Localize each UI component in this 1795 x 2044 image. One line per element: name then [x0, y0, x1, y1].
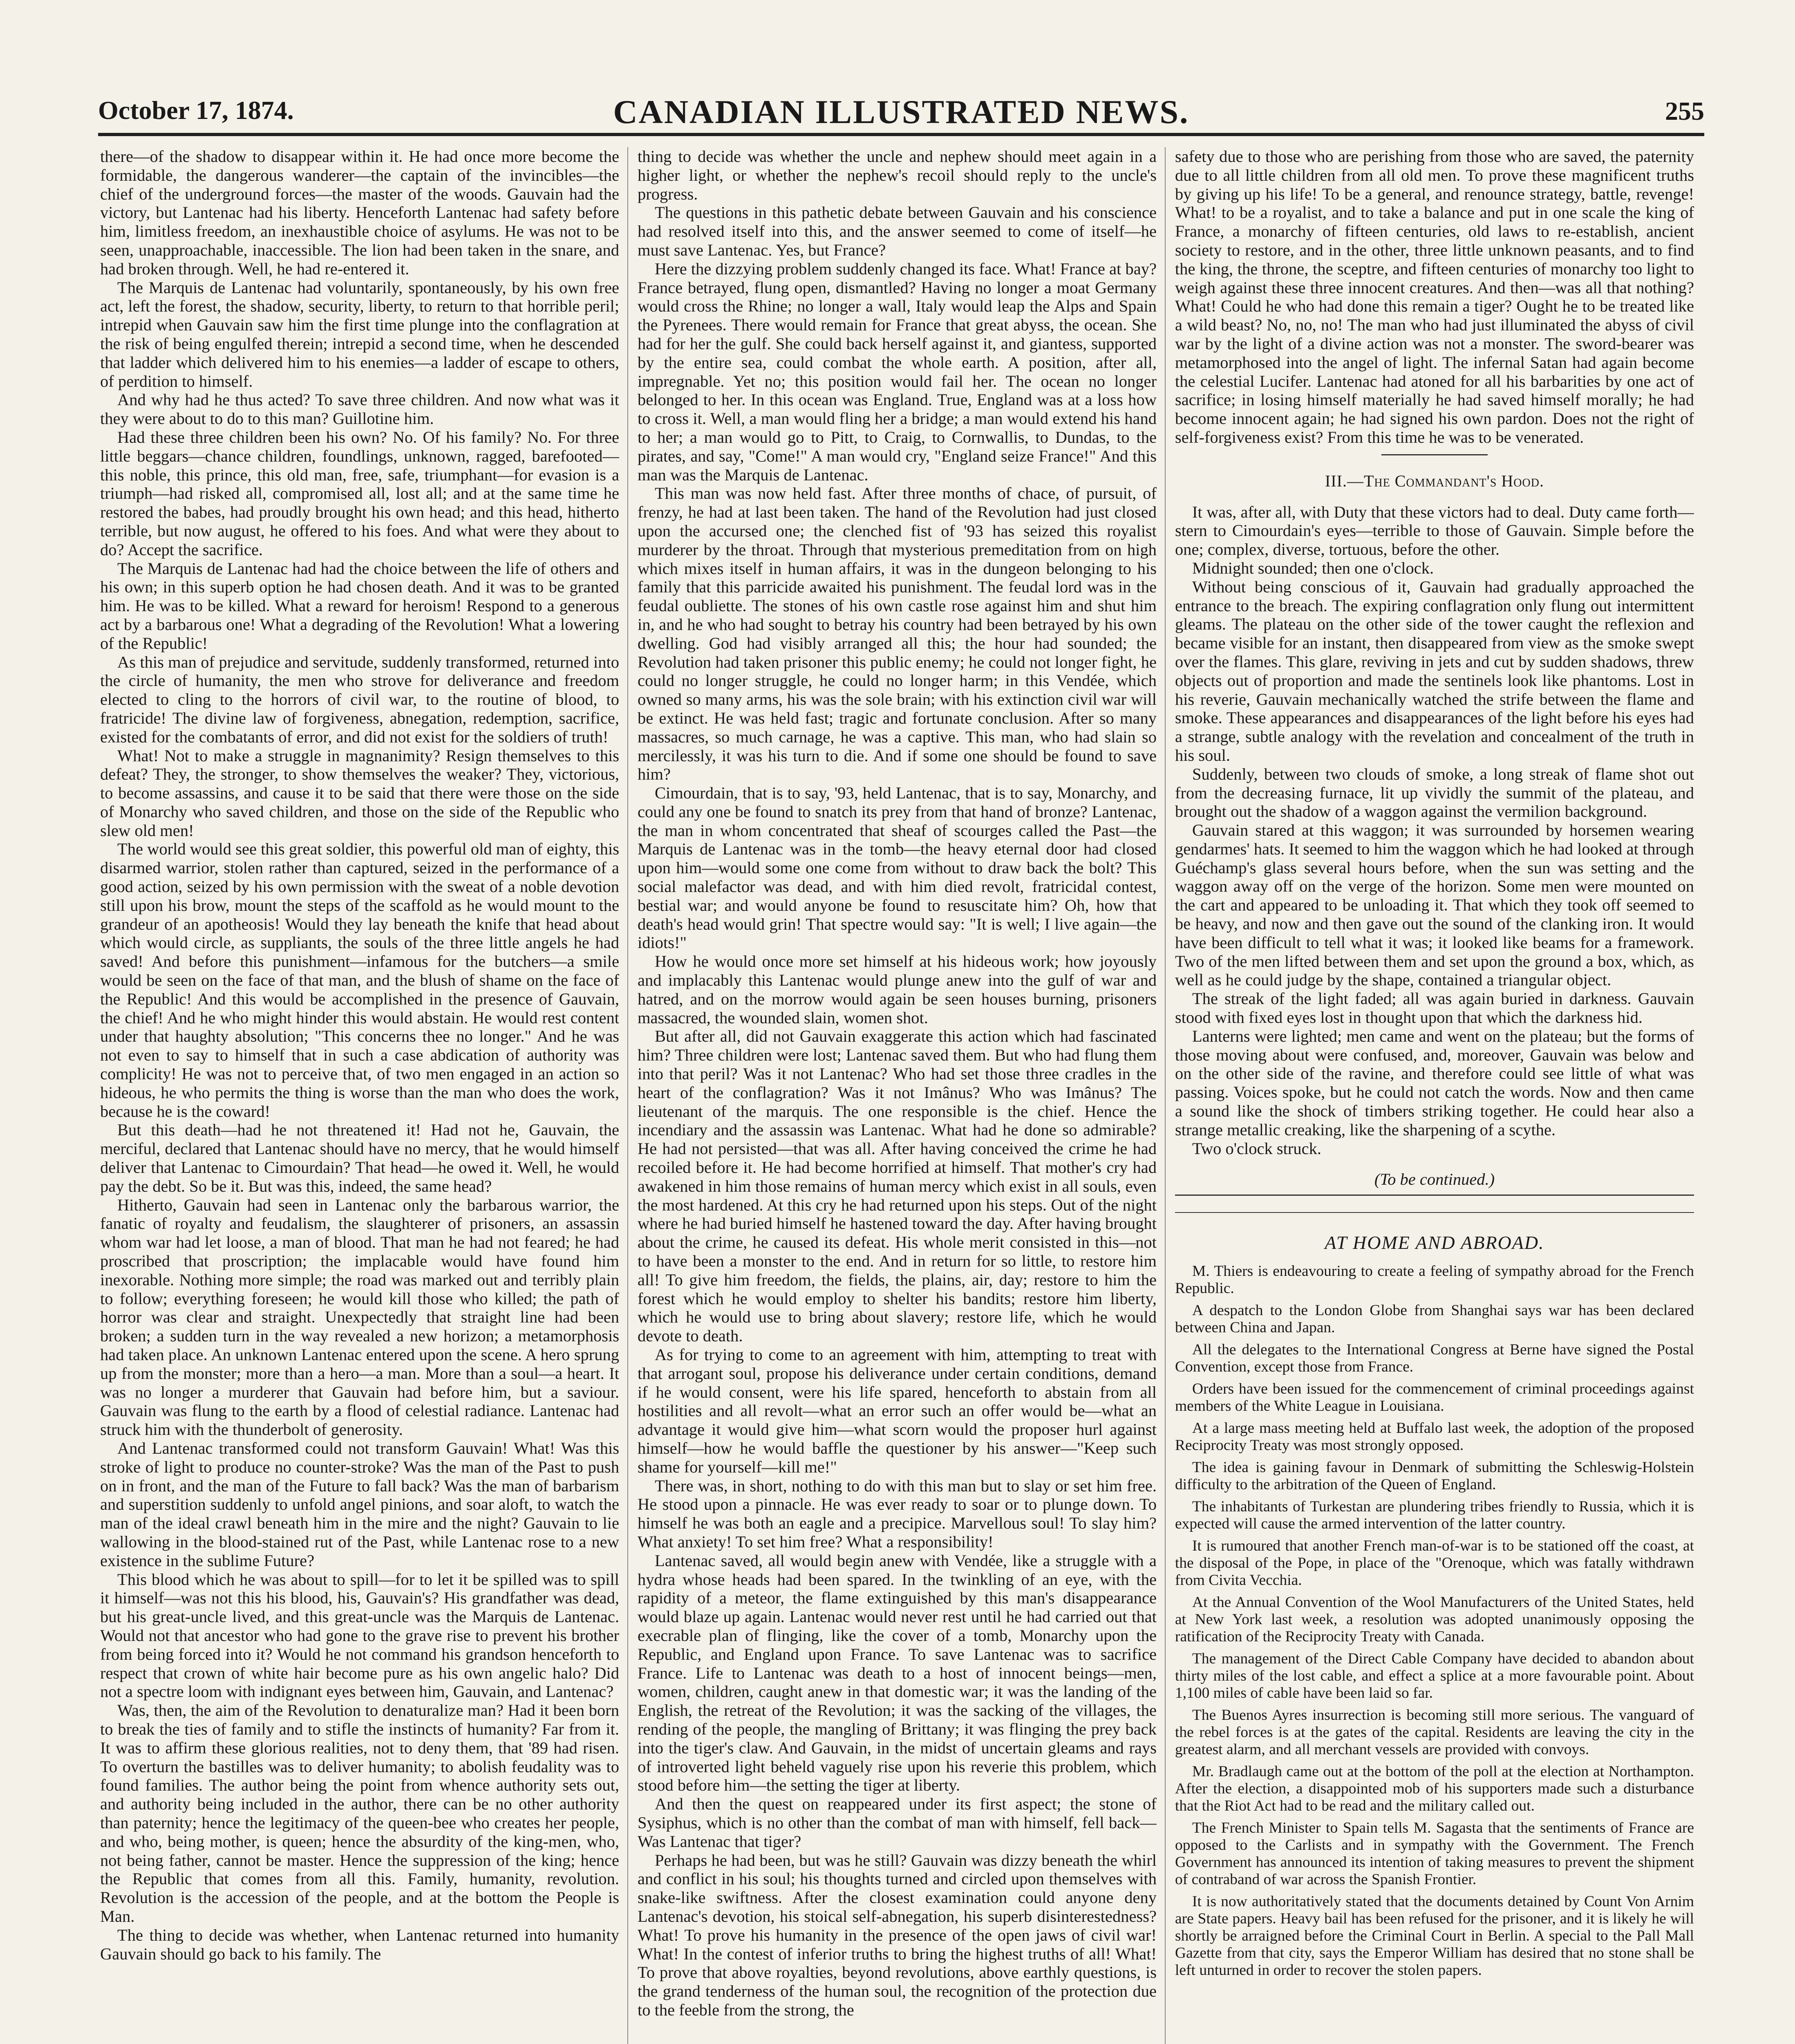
- paragraph: Gauvain stared at this waggon; it was surrounded by horsemen wearing gendarmes' hats. It seemed to him the waggon which he had looked at through Guéchamp's glass several hours before, when the sun was setting and the waggon away off on the verge of the horizon. Some men were mounted on the cart and appeared to be unloading it. That which they took off seemed to be heavy, and now and then gave out the sound of the clanking iron. It would have been difficult to tell what it was; it looked like beams for a framework. Two of the men lifted between them and set upon the ground a box, which, as well as he could judge by the shape, contained a triangular object.: [1175, 821, 1694, 989]
- issue-date: October 17, 1874.: [98, 96, 294, 125]
- news-item: A despatch to the London Globe from Shanghai says war has been declared between China and Japan.: [1175, 1302, 1694, 1336]
- news-item: M. Thiers is endeavouring to create a feeling of sympathy abroad for the French Republic.: [1175, 1263, 1694, 1297]
- news-item: The management of the Direct Cable Company have decided to abandon about thirty miles of the lost cable, and effect a splice at a more favourable point. About 1,100 miles of cable have been laid so far.: [1175, 1650, 1694, 1702]
- paragraph: But this death—had he not threatened it! Had not he, Gauvain, the merciful, declared that Lantenac should have no mercy, that he would himself deliver that Lantenac to Cimourdain? That head—he owed it. Well, he would pay the debt. So be it. But was this, indeed, the same head?: [100, 1121, 619, 1195]
- paragraph: Lantenac saved, all would begin anew with Vendée, like a struggle with a hydra whose heads had been spared. In the twinkling of an eye, with the rapidity of a meteor, the flame extinguished by this man's disappearance would blaze up again. Lantenac would never rest until he had carried out that execrable plan of flinging, like the cover of a tomb, Monarchy upon the Republic, and England upon France. To save Lantenac was to sacrifice France. Life to Lantenac was death to a host of innocent beings—men, women, children, caught anew in that domestic war; it was the landing of the English, the retreat of the Revolution; it was the sacking of the villages, the rending of the people, the mangling of Brittany; it was flinging the prey back into the tiger's claw. And Gauvain, in the midst of uncertain gleams and rays of introverted light beheld vaguely rise upon his reverie this problem, which stood before him—the setting the tiger at liberty.: [638, 1551, 1157, 1795]
- news-section-title: AT HOME AND ABROAD.: [1325, 1232, 1544, 1253]
- news-item: Orders have been issued for the commencement of criminal proceedings against members of the White League in Louisiana.: [1175, 1381, 1694, 1415]
- paragraph: Was, then, the aim of the Revolution to denaturalize man? Had it been born to break the ties of family and to stifle the instincts of humanity? Far from it. It was to affirm these glorious realities, not to deny them, that '89 had risen. To overturn the bastilles was to deliver humanity; to abolish feudality was to found families. The author being the point from whence authority sets out, and authority being included in the author, there can be no other authority than paternity; hence the legitimacy of the queen-bee who creates her people, and who, being mother, is queen; hence the absurdity of the king-men, who, not being father, cannot be master. Hence the suppression of the king; hence the Republic that comes from all this. Family, humanity, revolution. Revolution is the accession of the people, and at the bottom the People is Man.: [100, 1701, 619, 1925]
- chapter-title: The Commandant's Hood.: [1363, 471, 1544, 490]
- paragraph: The thing to decide was whether, when Lantenac returned into humanity Gauvain should go back to his family. The: [100, 1925, 619, 1963]
- news-item: The idea is gaining favour in Denmark of submitting the Schleswig-Holstein difficulty to the arbitration of the Queen of England.: [1175, 1459, 1694, 1493]
- paragraph: The Marquis de Lantenac had had the choice between the life of others and his own; in this superb option he had chosen death. And it was to be granted him. He was to be killed. What a reward for heroism! Respond to a generous act by a barbarous one! What a degrading of the Revolution! What a lowering of the Republic!: [100, 559, 619, 652]
- news-item: It is now authoritatively stated that the documents detained by Count Von Arnim are State papers. Heavy bail has been refused for the prisoner, and it is likely he will shortly be arraigned before the Criminal Court in Berlin. A special to the Pall Mall Gazette from that city, says the Emperor William has desired that no stone shall be left unturned in order to recover the stolen papers.: [1175, 1893, 1694, 1979]
- news-item: The Buenos Ayres insurrection is becoming still more serious. The vanguard of the rebel forces is at the gates of the capital. Residents are leaving the city in the greatest alarm, and all merchant vessels are provided with convoys.: [1175, 1707, 1694, 1758]
- paragraph: Lanterns were lighted; men came and went on the plateau; but the forms of those moving about were confused, and, moreover, Gauvain was below and on the other side of the ravine, and therefore could see little of what was passing. Voices spoke, but he could not catch the words. Now and then came a sound like the shock of timbers striking together. He could hear also a strange metallic creaking, like the sharpening of a scythe.: [1175, 1026, 1694, 1139]
- news-item: The French Minister to Spain tells M. Sagasta that the sentiments of France are opposed to the Carlists and in sympathy with the Government. The French Government has announced its intention of taking measures to prevent the shipment of contraband of war across the Spanish Frontier.: [1175, 1820, 1694, 1888]
- paragraph: The Marquis de Lantenac had voluntarily, spontaneously, by his own free act, left the forest, the shadow, security, liberty, to return to that horrible peril; intrepid when Gauvain saw him the first time plunge into the conflagration at the risk of being engulfed therein; intrepid a second time, when he descended that ladder which delivered him to his enemies—a ladder of escape to others, of perdition to himself.: [100, 278, 619, 390]
- paragraph: safety due to those who are perishing from those who are saved, the paternity due to all little children from all old men. To prove these magnificent truths by giving up his life! To be a general, and renounce strategy, battle, revenge! What! to be a royalist, and to take a balance and put in one scale the king of France, a monarchy of fifteen centuries, old laws to re-establish, ancient society to restore, and in the other, three little unknown peasants, and to find the king, the throne, the sceptre, and fifteen centuries of monarchy too light to weigh against these three innocent creatures. And then—was all that nothing? What! Could he who had done this remain a tiger? Ought he to be treated like a wild beast? No, no, no! The man who had just illuminated the abyss of civil war by the light of a divine action was not a monster. The sword-bearer was metamorphosed into the angel of light. The infernal Satan had again become the celestial Lucifer. Lantenac had atoned for all his barbarities by one act of sacrifice; in losing himself materially he had saved himself morally; he had become innocent again; he had signed his own pardon. Does not the right of self-forgiveness exist? From this time he was to be venerated.: [1175, 147, 1694, 446]
- paragraph: But after all, did not Gauvain exaggerate this action which had fascinated him? Three children were lost; Lantenac saved them. But who had flung them into that peril? Was it not Lantenac? Who had set those three cradles in the heart of the conflagration? Was it not Imânus? Who was Imânus? The lieutenant of the marquis. The one responsible is the chief. Hence the incendiary and the assassin was Lantenac. What had he done so admirable? He had not persisted—that was all. After having conceived the crime he had recoiled before it. He had become horrified at himself. That mother's cry had awakened in him those remains of human mercy which exist in all souls, even the most hardened. At this cry he had returned upon his steps. Out of the night where he had buried himself he hastened toward the day. After having brought about the crime, he caused its defeat. His whole merit consisted in this—not to have been a monster to the end. And in return for so little, to restore him all! To give him freedom, the fields, the plains, air, day; restore to him the forest which he would employ to shelter his bandits; restore him liberty, which he would use to bring about slavery; restore life, which he would devote to death.: [638, 1027, 1157, 1345]
- column-2: [638, 147, 1157, 2044]
- news-item: Mr. Bradlaugh came out at the bottom of the poll at the election at Northampton. After the election, a disappointed mob of his supporters made such a disturbance that the Riot Act had to be read and the military called out.: [1175, 1763, 1694, 1815]
- news-item: It is rumoured that another French man-of-war is to be stationed off the coast, at the disposal of the Pope, in place of the "Orenoque, which was fatally withdrawn from Civita Vecchia.: [1175, 1537, 1694, 1589]
- paragraph: Without being conscious of it, Gauvain had gradually approached the entrance to the breach. The expiring conflagration only flung out intermittent gleams. The plateau on the other side of the tower caught the reflexion and became visible for an instant, then disappeared from view as the smoke swept over the flames. This glare, reviving in jets and cut by sudden shadows, threw objects out of proportion and made the sentinels look like phantoms. Lost in his reverie, Gauvain mechanically watched the strife between the flame and smoke. These appearances and disappearances of the light before his eyes had a strange, subtle analogy with the revelation and concealment of the truth in his soul.: [1175, 577, 1694, 764]
- paragraph: How he would once more set himself at his hideous work; how joyously and implacably this Lantenac would plunge anew into the gulf of war and hatred, and on the morrow would again be seen houses burning, prisoners massacred, the wounded slain, women shot.: [638, 952, 1157, 1027]
- paragraph: There was, in short, nothing to do with this man but to slay or set him free. He stood upon a pinnacle. He was ever ready to soar or to plunge down. To himself he was both an eagle and a precipice. Marvellous soul! To slay him? What anxiety! To set him free? What a responsibility!: [638, 1476, 1157, 1551]
- chapter-numeral: III.—: [1325, 471, 1364, 490]
- page-number: 255: [1665, 96, 1704, 126]
- paragraph: And Lantenac transformed could not transform Gauvain! What! Was this stroke of light to produce no counter-stroke? Was the man of the Past to push on in front, and the man of the Future to fall back? Was the man of barbarism and superstition suddenly to unfold angel pinions, and soar aloft, to watch the man of the ideal crawl beneath him in the mire and the night? Gauvain to lie wallowing in the blood-stained rut of the Past, while Lantenac rose to a new existence in the sublime Future?: [100, 1439, 619, 1570]
- news-item: All the delegates to the International Congress at Berne have signed the Postal Convention, except those from France.: [1175, 1341, 1694, 1376]
- paragraph: It was, after all, with Duty that these victors had to deal. Duty came forth—stern to Cimourdain's eyes—terrible to those of Gauvain. Simple before the one; complex, diverse, tortuous, before the other.: [1175, 502, 1694, 559]
- paragraph: Midnight sounded; then one o'clock.: [1192, 558, 1434, 577]
- divider-rule: [1175, 1195, 1694, 1196]
- paragraph: Here the dizzying problem suddenly changed its face. What! France at bay? France betrayed, flung open, dismantled? Having no longer a moat Germany would cross the Rhine; no longer a wall, Italy would leap the Alps and Spain the Pyrenees. There would remain for France that great abyss, the ocean. She had for her the gulf. She could back herself against it, and giantess, supported by the entire sea, could combat the whole earth. A position, after all, impregnable. Yet no; this position would fail her. The ocean no longer belonged to her. In this ocean was England. True, England was at a loss how to cross it. Well, a man would fling her a bridge; a man would extend his hand to her; a man would go to Pitt, to Craig, to Cornwallis, to Dundas, to the pirates, and say, "Come!" A man would cry, "England seize France!" And this man was the Marquis de Lantenac.: [638, 259, 1157, 484]
- to-be-continued: (To be continued.): [1374, 1170, 1495, 1189]
- paragraph: This blood which he was about to spill—for to let it be spilled was to spill it himself—was not this his blood, his, Gauvain's? His grandfather was dead, but his great-uncle lived, and this great-uncle was the Marquis de Lantenac. Would not that ancestor who had gone to the grave rise to prevent his brother from being forced into it? Would he not command his grandson henceforth to respect that crown of white hair become pure as his own angelic halo? Did not a spectre loom with indignant eyes between him, Gauvain, and Lantenac?: [100, 1570, 619, 1701]
- masthead: [98, 84, 1704, 136]
- paragraph: The world would see this great soldier, this powerful old man of eighty, this disarmed warrior, stolen rather than captured, seized in the performance of a good action, seized by his own permission with the sweat of a noble devotion still upon his brow, mount the steps of the scaffold as he would mount to the grandeur of an apotheosis! Would they lay beneath the knife that head about which would circle, as suppliants, the souls of the three little angels he had saved! And before this punishment—infamous for the butchers—a smile would be seen on the face of that man, and the blush of shame on the face of the Republic! And this would be accomplished in the presence of Gauvain, the chief! And he who might hinder this would abstain. He would rest content under that haughty absolution; "This concerns thee no longer." And he was not even to say to himself that in such a case abdication of authority was complicity! He was not to perceive that, of two men engaged in an action so hideous, he who permits the thing is worse than the man who does the work, because he is the coward!: [100, 840, 619, 1121]
- paragraph: Two o'clock struck.: [1192, 1139, 1322, 1158]
- paragraph: As for trying to come to an agreement with him, attempting to treat with that arrogant soul, propose his deliverance under certain conditions, demand if he would consent, were his life spared, henceforth to abstain from all hostilities and all revolt—what an error such an offer would be—what an advantage it would give him—what scorn would the proposer hurl against himself—how he would baffle the questioner by his answer—"Keep such shame for yourself—kill me!": [638, 1345, 1157, 1476]
- news-item: At the Annual Convention of the Wool Manufacturers of the United States, held at New York last week, a resolution was adopted unanimously opposing the ratification of the Reciprocity Treaty with Canada.: [1175, 1594, 1694, 1645]
- newspaper-title: CANADIAN ILLUSTRATED NEWS.: [613, 93, 1189, 130]
- paragraph: As this man of prejudice and servitude, suddenly transformed, returned into the circle of humanity, the men who strove for deliverance and freedom elected to cling to the horrors of civil war, to the routine of blood, to fratricide! The divine law of forgiveness, abnegation, redemption, sacrifice, existed for the combatants of error, and did not exist for the soldiers of truth!: [100, 652, 619, 746]
- column-rule: [1165, 147, 1166, 2044]
- paragraph: Perhaps he had been, but was he still? Gauvain was dizzy beneath the whirl and conflict in his soul; his thoughts turned and circled upon themselves with snake-like swiftness. After the closest examination could anyone deny Lantenac's devotion, his stoical self-abnegation, his superb disinterestedness? What! To prove his humanity in the presence of the open jaws of civil war! What! In the contest of inferior truths to bring the highest truths of all! What! To prove that above royalties, beyond revolutions, above earthly questions, is the grand tenderness of the human soul, the recognition of the protection due to the feeble from the strong, the: [638, 1851, 1157, 2019]
- chapter-heading: [1175, 472, 1694, 491]
- news-item: At a large mass meeting held at Buffalo last week, the adoption of the proposed Reciprocity Treaty was most strongly opposed.: [1175, 1420, 1694, 1454]
- paragraph: there—of the shadow to disappear within it. He had once more become the formidable, the dangerous wanderer—the captain of the invincibles—the chief of the underground forces—the master of the woods. Gauvain had the victory, but Lantenac had his liberty. Henceforth Lantenac had safety before him, limitless freedom, an inexhaustible choice of asylums. He was not to be seen, unapproachable, inaccessible. The lion had been taken in the snare, and had broken through. Well, he had re-entered it.: [100, 147, 619, 278]
- paragraph: What! Not to make a struggle in magnanimity? Resign themselves to this defeat? They, the stronger, to show themselves the weaker? They, victorious, to become assassins, and cause it to be said that there were those on the side of Monarchy who saved children, and those on the side of the Republic who slew old men!: [100, 746, 619, 840]
- paragraph: And then the quest on reappeared under its first aspect; the stone of Sysiphus, which is no other than the combat of man with himself, fell back—Was Lantenac that tiger?: [638, 1795, 1157, 1851]
- paragraph: Suddenly, between two clouds of smoke, a long streak of flame shot out from the decreasing furnace, lit up vividly the summit of the plateau, and brought out the shadow of a waggon against the vermilion background.: [1175, 764, 1694, 821]
- separator-rule: [1381, 454, 1488, 455]
- paragraph: The streak of the light faded; all was again buried in darkness. Gauvain stood with fixed eyes lost in thought upon that which the darkness hid.: [1175, 989, 1694, 1027]
- column-1: [100, 147, 619, 2044]
- paragraph: This man was now held fast. After three months of chace, of pursuit, of frenzy, he had at last been taken. The hand of the Revolution had just closed upon the accursed one; the clenched fist of '93 has seized this royalist murderer by the throat. Through that mysterious premeditation from on high which mixes itself in human affairs, it was in the dungeon belonging to his family that this parricide awaited his punishment. The feudal lord was in the feudal oubliette. The stones of his own castle rose against him and shut him in, and he who had sought to betray his country had been betrayed by his own dwelling. God had visibly arranged all this; the hour had sounded; the Revolution had taken prisoner this public enemy; he could not longer fight, he could no longer struggle, he could no longer harm; in this Vendée, which owned so many arms, his was the sole brain; with his extinction civil war will be extinct. He was held fast; tragic and fortunate conclusion. After so many massacres, so much carnage, he was a captive. This man, who had slain so mercilessly, it was his turn to die. And if some one should be found to save him?: [638, 484, 1157, 784]
- divider-rule: [1175, 1212, 1694, 1213]
- column-rule: [627, 147, 628, 2044]
- column-3: [1175, 147, 1694, 2044]
- paragraph: And why had he thus acted? To save three children. And now what was it they were about to do to this man? Guillotine him.: [100, 390, 619, 428]
- news-item: The inhabitants of Turkestan are plundering tribes friendly to Russia, which it is expected will cause the armed intervention of the latter country.: [1175, 1498, 1694, 1533]
- paragraph: Had these three children been his own? No. Of his family? No. For three little beggars—chance children, foundlings, unknown, ragged, barefooted—this noble, this prince, this old man, free, safe, triumphant—for evasion is a triumph—had risked all, compromised all, lost all; and at the same time he restored the babes, had proudly brought his own head; and this head, hitherto terrible, but now august, he offered to his foes. And what were they about to do? Accept the sacrifice.: [100, 428, 619, 559]
- paragraph: Hitherto, Gauvain had seen in Lantenac only the barbarous warrior, the fanatic of royalty and feudalism, the slaughterer of prisoners, an assassin whom war had let loose, a man of blood. That man he had not feared; he had proscribed that proscription; the implacable would have found him inexorable. Nothing more simple; the road was marked out and terribly plain to follow; everything foreseen; he would kill those who killed; the path of horror was clear and straight. Unexpectedly that straight line had been broken; a sudden turn in the way revealed a new horizon; a metamorphosis had taken place. An unknown Lantenac entered upon the scene. A hero sprung up from the monster; more than a hero—a man. More than a soul—a heart. It was no longer a murderer that Gauvain had before him, but a saviour. Gauvain was flung to the earth by a flood of celestial radiance. Lantenac had struck him with the thunderbolt of generosity.: [100, 1195, 619, 1439]
- paragraph: thing to decide was whether the uncle and nephew should meet again in a higher light, or whether the nephew's recoil should reply to the uncle's progress.: [638, 147, 1157, 203]
- paragraph: The questions in this pathetic debate between Gauvain and his conscience had resolved itself into this, and the answer seemed to come of itself—he must save Lantenac. Yes, but France?: [638, 203, 1157, 259]
- paragraph: Cimourdain, that is to say, '93, held Lantenac, that is to say, Monarchy, and could any one be found to snatch its prey from that hand of bronze? Lantenac, the man in whom concentrated that sheaf of scourges called the Past—the Marquis de Lantenac was in the tomb—the heavy eternal door had closed upon him—would some one come from without to draw back the bolt? This social malefactor was dead, and with him died revolt, fratricidal contest, bestial war; and would anyone be found to resuscitate him? Oh, how that death's head would grin! That spectre would say: "It is well; I live again—the idiots!": [638, 784, 1157, 952]
